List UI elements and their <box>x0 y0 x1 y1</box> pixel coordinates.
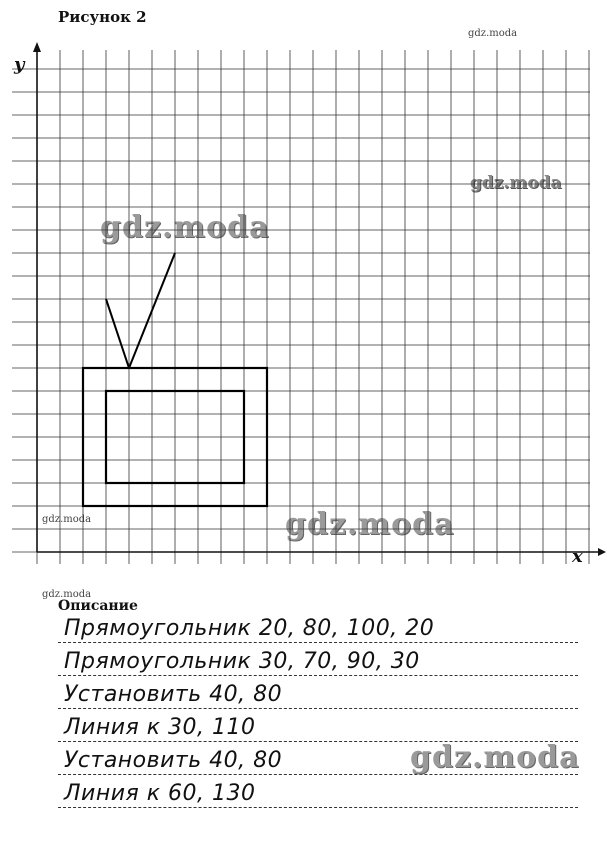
watermark-top: gdz.moda <box>468 28 518 39</box>
watermark-description: gdz.moda <box>42 589 92 600</box>
y-axis-label: y <box>14 54 25 75</box>
y-axis-arrow <box>33 42 41 52</box>
description-line: Установить 40, 80 <box>64 682 283 707</box>
grid-lines <box>12 50 590 564</box>
watermark-right: gdz.moda <box>470 173 562 193</box>
description-line: Линия к 30, 110 <box>64 715 256 740</box>
watermark-center-big: gdz.moda <box>285 507 455 542</box>
watermark-bottom-big: gdz.moda <box>410 740 580 775</box>
description-line: Установить 40, 80 <box>64 748 283 773</box>
description-line: Прямоугольник 20, 80, 100, 20 <box>64 616 435 641</box>
description-line: Линия к 60, 130 <box>64 781 256 806</box>
x-axis-arrow <box>598 548 606 556</box>
description-line: Прямоугольник 30, 70, 90, 30 <box>64 649 420 674</box>
watermark-left-small: gdz.moda <box>42 514 92 525</box>
antenna-left <box>106 299 129 368</box>
watermark-left-big: gdz.moda <box>100 210 270 245</box>
description-title: Описание <box>58 598 138 614</box>
figure-title: Рисунок 2 <box>58 8 147 26</box>
x-axis-label: x <box>572 546 583 567</box>
